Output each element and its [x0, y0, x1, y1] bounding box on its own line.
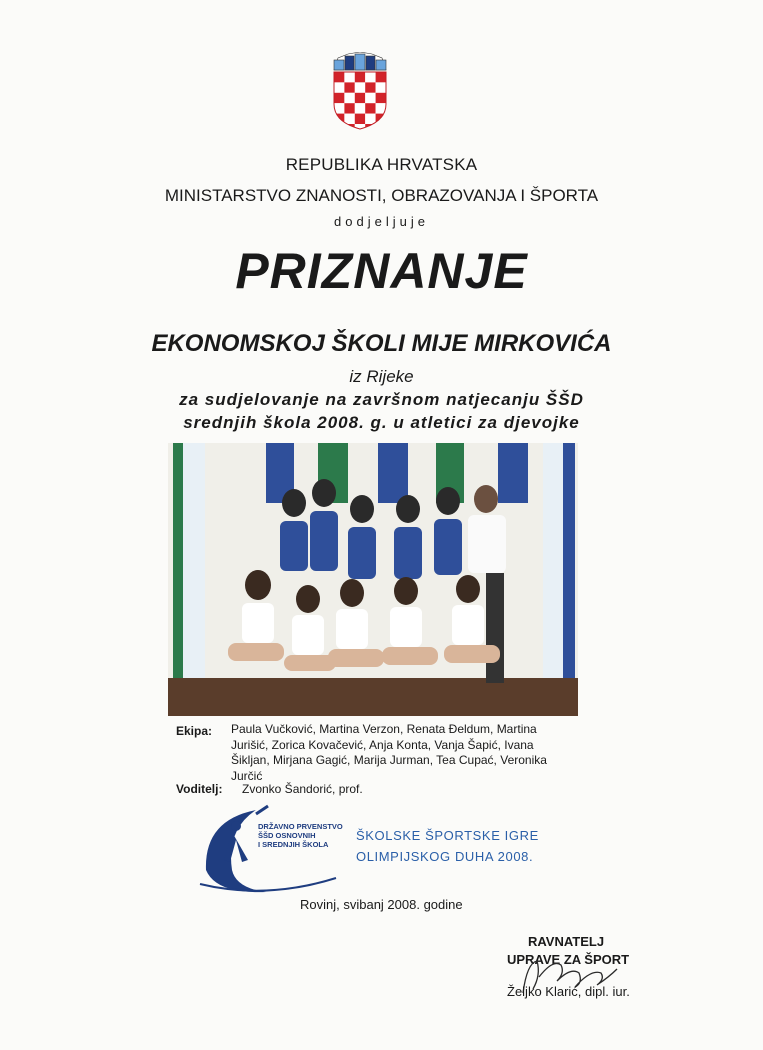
- shield-check: [344, 82, 354, 92]
- shield-check: [365, 72, 375, 82]
- logo-text-line-3: I SREDNJIH ŠKOLA: [258, 840, 329, 849]
- shield-check: [355, 82, 365, 92]
- awards-verb: dodjeljuje: [334, 214, 429, 229]
- shield-check: [376, 93, 386, 103]
- shield-check: [365, 93, 375, 103]
- shield-check: [355, 72, 365, 82]
- team-label: Ekipa:: [176, 724, 213, 738]
- leader-name: Zvonko Šandorić, prof.: [242, 782, 363, 796]
- shield-check: [344, 114, 354, 124]
- place-date: Rovinj, svibanj 2008. godine: [300, 897, 463, 912]
- shield-check: [355, 93, 365, 103]
- shield-check: [355, 114, 365, 124]
- signatory-title-line-1: RAVNATELJ: [528, 934, 605, 949]
- croatian-coat-of-arms-icon: [330, 52, 390, 130]
- shield-check: [376, 72, 386, 82]
- description-line-2: srednjih škola 2008. g. u atletici za djevojke: [183, 413, 580, 432]
- certificate-title: PRIZNANJE: [235, 243, 528, 299]
- shield-check: [355, 103, 365, 113]
- championship-logo-text: [258, 822, 343, 849]
- recipient-name: EKONOMSKOJ ŠKOLI MIJE MIRKOVIĆA: [151, 330, 612, 357]
- signatory-title-line-2: UPRAVE ZA ŠPORT: [507, 952, 630, 967]
- shield-check: [334, 82, 344, 92]
- shield-check: [365, 82, 375, 92]
- games-title-line-2: OLIMPIJSKOG DUHA 2008.: [356, 849, 534, 864]
- shield-check: [344, 93, 354, 103]
- shield-check: [334, 114, 344, 124]
- description-line-1: za sudjelovanje na završnom natjecanju ŠŠD: [179, 390, 584, 409]
- team-photo: [168, 443, 578, 716]
- logo-text-line-1: DRŽAVNO PRVENSTVO: [258, 822, 343, 831]
- ministry-name: MINISTARSTVO ZNANOSTI, OBRAZOVANJA I ŠPORTA: [164, 186, 599, 205]
- signatory-name: Željko Klarić, dipl. iur.: [507, 984, 630, 999]
- shield-check: [365, 114, 375, 124]
- shield-check: [334, 93, 344, 103]
- shield-check: [365, 103, 375, 113]
- republic-name: REPUBLIKA HRVATSKA: [285, 155, 478, 174]
- games-title-line-1: ŠKOLSKE ŠPORTSKE IGRE: [356, 828, 539, 843]
- shield-check: [376, 82, 386, 92]
- shield-check: [334, 72, 344, 82]
- logo-text-line-2: ŠŠD OSNOVNIH: [258, 831, 316, 840]
- shield-check: [334, 124, 344, 130]
- shield-check: [344, 72, 354, 82]
- leader-label: Voditelj:: [176, 782, 223, 796]
- shield-check: [376, 114, 386, 124]
- team-members: Paula Vučković, Martina Verzon, Renata Đeldum, Martina Jurišić, Zorica Kovačević, Anja Konta, Vanja Šapić, Ivana Šikljan, Mirjana Gagić, Marija Jurman, Tea Cupać, Veronika Jurčić: [231, 722, 547, 783]
- shield-check: [344, 103, 354, 113]
- recipient-city: iz Rijeke: [349, 367, 414, 386]
- shield-check: [376, 124, 386, 130]
